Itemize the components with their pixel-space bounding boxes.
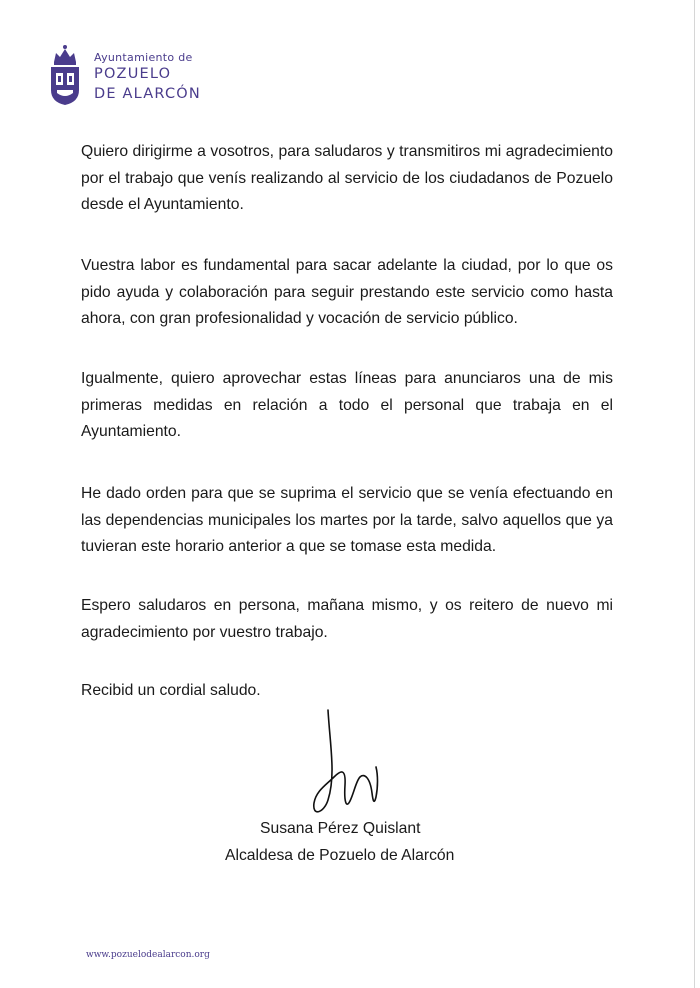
org-name-line1: POZUELO	[94, 66, 172, 82]
handwritten-signature	[300, 705, 390, 825]
org-prefix: Ayuntamiento de	[94, 51, 193, 64]
letterhead	[48, 42, 228, 112]
page-edge-divider	[694, 0, 695, 988]
signer-name: Susana Pérez Quislant	[260, 820, 421, 837]
closing-line: Recibid un cordial saludo.	[81, 682, 261, 699]
letter-paragraph: Quiero dirigirme a vosotros, para saludaros y transmitiros mi agradecimiento por el trabajo que venís realizando al servicio de los ciudadanos de Pozuelo desde el Ayuntamiento.	[81, 143, 613, 213]
footer-website-link[interactable]: www.pozuelodealarcon.org	[86, 950, 210, 960]
letter-paragraph: Vuestra labor es fundamental para sacar adelante la ciudad, por lo que os pido ayuda y colaboración para seguir prestando este servicio como hasta ahora, con gran profesionalidad y vocación de servicio público.	[81, 257, 613, 327]
coat-of-arms-icon	[48, 42, 82, 106]
letter-paragraph: Igualmente, quiero aprovechar estas líneas para anunciaros una de mis primeras medidas en relación a todo el personal que trabaja en el Ayuntamiento.	[81, 370, 613, 440]
letter-paragraph: He dado orden para que se suprima el servicio que se venía efectuando en las dependencias municipales los martes por la tarde, salvo aquellos que ya tuvieran este horario anterior a que se tomase esta medida.	[81, 485, 613, 555]
letter-paragraph: Espero saludaros en persona, mañana mismo, y os reitero de nuevo mi agradecimiento por vuestro trabajo.	[81, 597, 613, 641]
signer-title: Alcaldesa de Pozuelo de Alarcón	[225, 847, 455, 864]
org-name-line2: DE ALARCÓN	[94, 86, 201, 102]
